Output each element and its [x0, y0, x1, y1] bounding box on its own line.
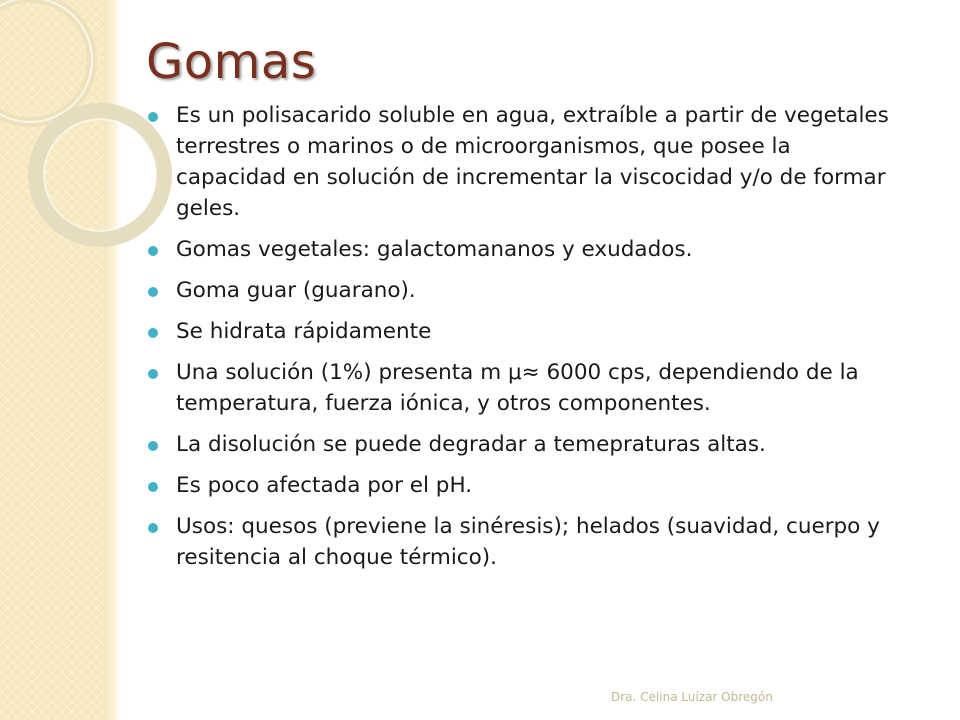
bullet-list [146, 100, 906, 583]
bullet-icon [148, 328, 158, 338]
bullet-item: Usos: quesos (previene la sinéresis); helados (suavidad, cuerpo y resitencia al choque térmico). [146, 511, 906, 573]
bullet-item: Una solución (1%) presenta m μ≈ 6000 cps, dependiendo de la temperatura, fuerza iónica, y otros componentes. [146, 357, 906, 419]
bullet-icon [148, 523, 158, 533]
bullet-item: Es poco afectada por el pH. [146, 470, 906, 501]
bullet-icon [148, 112, 158, 122]
bullet-icon [148, 287, 158, 297]
bullet-item: La disolución se puede degradar a temeprаturas altas. [146, 429, 906, 460]
bullet-icon [148, 246, 158, 256]
slide-title: Gomas [146, 34, 317, 90]
footer-author: Dra. Celina Luízar Obregón [611, 690, 773, 704]
bullet-item: Gomas vegetales: galactomananos y exudados. [146, 234, 906, 265]
bullet-item: Goma guar (guarano). [146, 275, 906, 306]
bullet-item: Es un polisacarido soluble en agua, extraíble a partir de vegetales terrestres o marinos o de microorganismos, que posee la capacidad en solución de incrementar la viscocidad y/o de formar geles. [146, 100, 906, 224]
bullet-icon [148, 482, 158, 492]
bullet-icon [148, 441, 158, 451]
bullet-item: Se hidrata rápidamente [146, 316, 906, 347]
bullet-icon [148, 369, 158, 379]
